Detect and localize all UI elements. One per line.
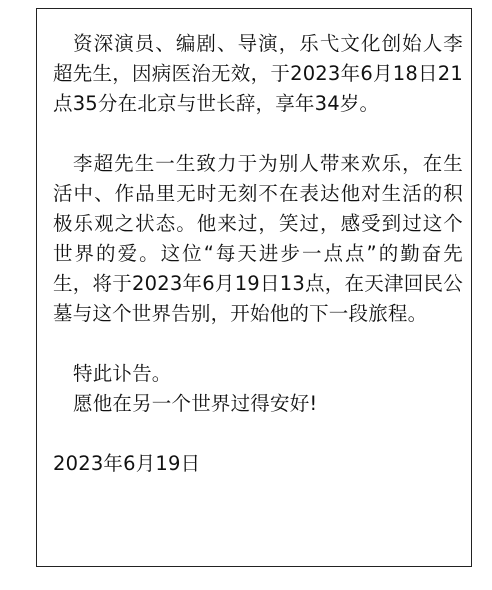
paragraph-tribute: 李超先生一生致力于为别人带来欢乐，在生活中、作品里无时无刻不在表达他对生活的积极乐观之状态。他来过，笑过，感受到过这个世界的爱。这位“每天进步一点点”的勤奋先生，将于2023年6月19日13点，在天津回民公墓与这个世界告别，开始他的下一段旅程。	[53, 152, 463, 325]
closing-wish: 愿他在另一个世界过得安好!	[73, 392, 318, 415]
closing-notice: 特此讣告。	[73, 362, 172, 385]
paragraph-gap	[53, 419, 463, 449]
notice-date: 2023年6月19日	[53, 452, 201, 475]
notice-content	[53, 29, 463, 479]
paragraph-announcement: 资深演员、编剧、导演，乐弋文化创始人李超先生，因病医治无效，于2023年6月18日21点35分在北京与世长辞，享年34岁。	[53, 32, 463, 115]
paragraph-gap	[53, 119, 463, 149]
notice-frame	[36, 8, 472, 567]
paragraph-gap	[53, 329, 463, 359]
